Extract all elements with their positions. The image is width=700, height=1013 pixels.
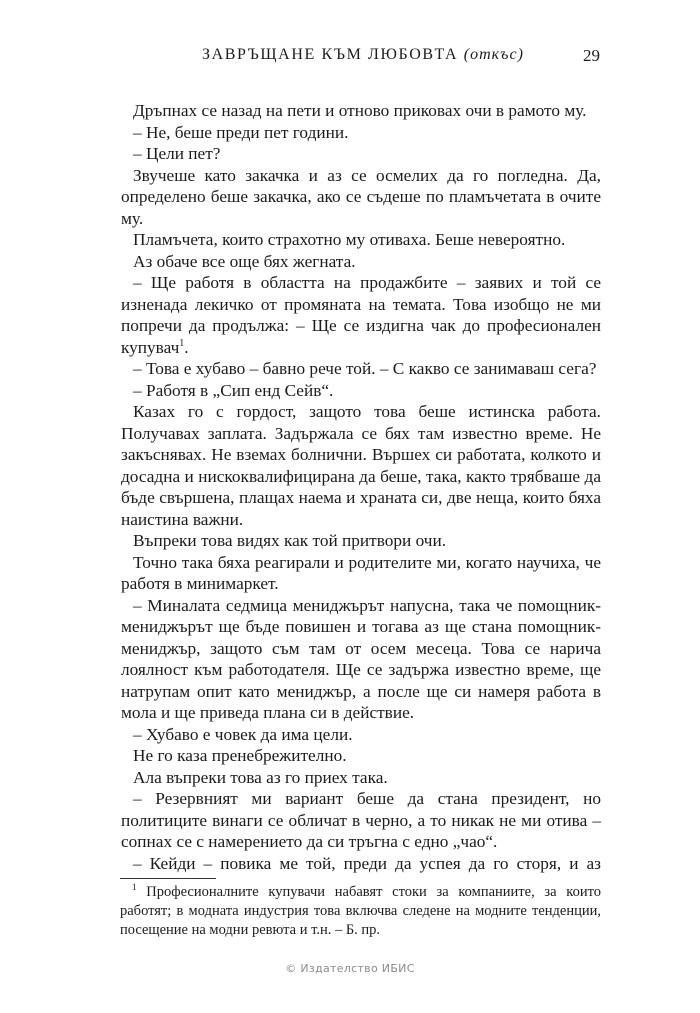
paragraph: Въпреки това видях как той притвори очи. bbox=[133, 531, 447, 550]
paragraph: Дръпнах се назад на пети и отново приковах очи в рамото му. bbox=[133, 101, 587, 120]
paragraph-text: – Ще работя в областта на продажбите – заявих и той се изненада лекичко от промяната на темата. Това изобщо не ми попречи да продължа: – Ще се издигна чак до професионален купувач bbox=[121, 273, 601, 357]
footnote-text: Професионалните купувачи набавят стоки за компаниите, за които работят; в модната индустрия това включва следене на модните тенденции, посещение на модни ревюта и т.н. – Б. пр. bbox=[120, 884, 601, 938]
paragraph: – Работя в „Сип енд Сейв“. bbox=[133, 380, 334, 400]
paragraph: Не го каза пренебрежително. bbox=[133, 746, 347, 765]
paragraph: – Това е хубаво – бавно рече той. – С какво се занимаваш сега? bbox=[133, 359, 597, 378]
paragraph: Точно така бяха реагирали и родителите ми, когато научиха, че работя в минимаркет. bbox=[121, 552, 601, 593]
footnote-divider bbox=[120, 878, 216, 879]
footnote bbox=[120, 883, 601, 940]
paragraph: – Миналата седмица мениджърът напусна, така че помощник-мениджърът ще бъде повишен и тогава аз ще стана помощник-мениджър, защото съм там от осем месеца. Това се нарича лоялност към работодателя. Ще се задържа известно време, ще натрупам опит като мениджър, а после ще си намеря работа в мола и ще приведа плана си в действие. bbox=[121, 595, 601, 722]
paragraph: – Не, беше преди пет години. bbox=[133, 122, 349, 142]
paragraph-with-footnote: – Ще работя в областта на продажбите – заявих и той се изненада лекичко от промяната на темата. Това изобщо не ми попречи да продължа: – Ще се издигна чак до професионален купувач$^1$. bbox=[121, 273, 601, 357]
paragraph: – Кейди – повика ме той, преди да успея да го сторя, и аз bbox=[133, 853, 601, 873]
publisher-footer: © Издателство ИБИС bbox=[285, 962, 415, 975]
paragraph: – Резервният ми вариант беше да стана президент, но политиците винаги се обличат в черно, а то никак не ми отива – сопнах се с намерението да си тръгна с едно „чао“. bbox=[121, 789, 601, 851]
paragraph: Аз обаче все още бях жегната. bbox=[133, 251, 356, 271]
page-number: 29 bbox=[583, 46, 600, 65]
paragraph: Ала въпреки това аз го приех така. bbox=[133, 767, 388, 787]
running-title-main: ЗАВРЪЩАНЕ КЪМ ЛЮБОВТА bbox=[202, 46, 459, 63]
running-title-subtitle: (откъс) bbox=[463, 46, 524, 63]
running-title bbox=[202, 46, 524, 64]
paragraph: – Хубаво е човек да има цели. bbox=[133, 724, 353, 744]
paragraph: Звучеше като закачка и аз се осмелих да го погледна. Да, определено беше закачка, ако се съдеше по пламъчетата в очите му. bbox=[121, 165, 601, 228]
running-header bbox=[120, 46, 600, 68]
paragraph: Пламъчета, които страхотно му отиваха. Беше невероятно. bbox=[133, 230, 566, 249]
paragraph: – Цели пет? bbox=[133, 144, 221, 163]
paragraph: Казах го с гордост, защото това беше истинска работа. Получавах заплата. Задържала се бях там известно време. Не закъснявах. Не вземах болнични. Вършех си работата, колкото и досадна и нискоквалифицирана да беше, така, както трябваше да бъде свършена, плащах наема и храната си, две неща, които бяха наистина важни. bbox=[121, 402, 601, 529]
footnote-marker: 1 bbox=[132, 882, 137, 893]
body-text bbox=[121, 100, 601, 874]
footnote-reference[interactable]: 1 bbox=[179, 337, 185, 349]
